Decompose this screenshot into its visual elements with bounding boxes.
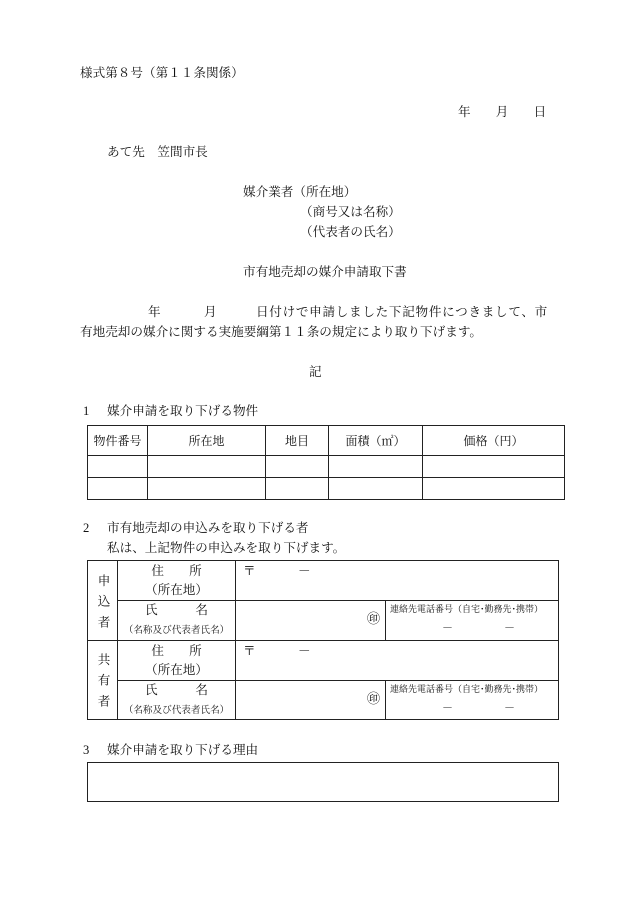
- table-cell[interactable]: [423, 456, 565, 478]
- address-label-cell: [118, 641, 236, 681]
- date-line: 年 月 日: [458, 105, 547, 119]
- section-2-number: 2: [83, 521, 90, 535]
- postal-symbol: 〒: [243, 564, 256, 578]
- column-header-area: 面積（㎡）: [329, 426, 423, 456]
- document-title: 市有地売却の媒介申請取下書: [243, 265, 407, 279]
- form-number: 様式第８号（第１１条関係）: [80, 66, 244, 80]
- table-cell[interactable]: [148, 478, 266, 500]
- reason-box[interactable]: [87, 762, 559, 802]
- phone-cell[interactable]: [386, 681, 559, 720]
- postal-dash: －: [298, 644, 311, 658]
- table-cell[interactable]: [88, 456, 148, 478]
- role-cell-applicant: [88, 561, 118, 641]
- phone-label: 連絡先電話番号（自宅･勤務先･携帯）: [390, 684, 544, 694]
- body-line-2: 有地売却の媒介に関する実施要綱第１１条の規定により取り下げます。: [80, 325, 482, 339]
- table-header-row: [88, 426, 565, 456]
- phone-label: 連絡先電話番号（自宅･勤務先･携帯）: [390, 604, 544, 614]
- name-value-cell[interactable]: [236, 601, 386, 641]
- phone-dash: －: [504, 622, 515, 634]
- address-sublabel: （所在地）: [145, 583, 208, 597]
- table-cell[interactable]: [148, 456, 266, 478]
- address-label-cell: [118, 561, 236, 601]
- section-3-number: 3: [83, 743, 90, 757]
- phone-dash: －: [504, 702, 515, 714]
- role-label: 共有者: [95, 653, 110, 715]
- broker-name-label: （商号又は名称）: [300, 205, 401, 219]
- address-sublabel: （所在地）: [145, 663, 208, 677]
- section-1-heading: 媒介申請を取り下げる物件: [107, 404, 259, 418]
- phone-dash: －: [442, 622, 453, 634]
- addressee: あて先 笠間市長: [107, 145, 208, 159]
- broker-address-label: 媒介業者（所在地）: [243, 185, 357, 199]
- postal-dash: －: [298, 564, 311, 578]
- name-label-cell: [118, 601, 236, 641]
- phone-dash: －: [442, 702, 453, 714]
- column-header-land-category: 地目: [266, 426, 329, 456]
- column-header-location: 所在地: [148, 426, 266, 456]
- column-header-price: 価格（円）: [423, 426, 565, 456]
- role-cell-co-owner: [88, 641, 118, 720]
- body-year-label: 年: [148, 305, 161, 319]
- name-value-cell[interactable]: [236, 681, 386, 720]
- phone-cell[interactable]: [386, 601, 559, 641]
- table-cell[interactable]: [266, 478, 329, 500]
- withdrawal-statement: 私は、上記物件の申込みを取り下げます。: [107, 541, 346, 555]
- name-sublabel: （名称及び代表者氏名）: [123, 705, 230, 716]
- section-3-heading: 媒介申請を取り下げる理由: [107, 743, 259, 757]
- section-2-heading: 市有地売却の申込みを取り下げる者: [107, 521, 309, 535]
- body-line-1: 日付けで申請しました下記物件につきまして、市: [256, 305, 548, 319]
- address-value-cell[interactable]: [236, 561, 559, 601]
- table-cell[interactable]: [88, 478, 148, 500]
- applicant-table: [87, 560, 559, 720]
- role-label: 申込者: [95, 573, 110, 636]
- address-label: 住 所: [151, 564, 202, 578]
- name-label-cell: [118, 681, 236, 720]
- column-header-property-number: 物件番号: [88, 426, 148, 456]
- table-cell[interactable]: [329, 456, 423, 478]
- address-label: 住 所: [151, 644, 202, 658]
- note-marker: 記: [309, 365, 322, 379]
- section-1-number: 1: [83, 404, 90, 418]
- name-label: 氏 名: [145, 603, 208, 617]
- property-table: [87, 425, 565, 500]
- name-label: 氏 名: [145, 683, 208, 697]
- table-row: [88, 478, 565, 500]
- seal-mark: ㊞: [367, 611, 381, 626]
- table-cell[interactable]: [266, 456, 329, 478]
- table-cell[interactable]: [423, 478, 565, 500]
- table-cell[interactable]: [329, 478, 423, 500]
- postal-symbol: 〒: [243, 644, 256, 658]
- broker-representative-label: （代表者の氏名）: [300, 225, 401, 239]
- body-month-label: 月: [204, 305, 217, 319]
- seal-mark: ㊞: [367, 691, 381, 706]
- name-sublabel: （名称及び代表者氏名）: [123, 625, 230, 636]
- table-row: [88, 456, 565, 478]
- address-value-cell[interactable]: [236, 641, 559, 681]
